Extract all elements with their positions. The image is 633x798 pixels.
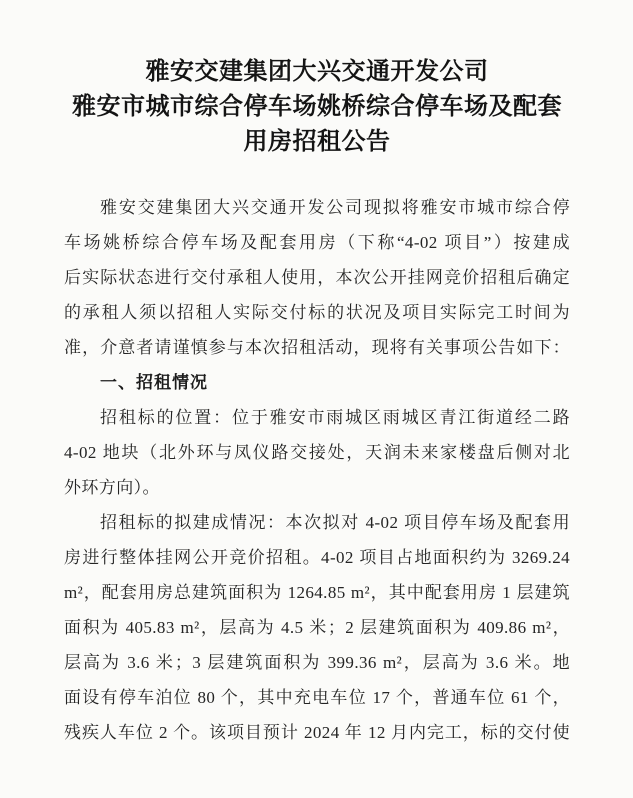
document-body <box>64 190 570 750</box>
body-line: 房进行整体挂网公开竞价招租。4-02 项目占地面积约为 3269.24 <box>64 548 570 567</box>
body-line: 后实际状态进行交付承租人使用，本次公开挂网竞价招租后确定 <box>64 268 570 287</box>
body-line: 的承租人须以招租人实际交付标的状况及项目实际完工时间为 <box>64 303 570 322</box>
title-line-2: 雅安市城市综合停车场姚桥综合停车场及配套 <box>72 94 562 120</box>
body-line: 面积为 405.83 m²，层高为 4.5 米；2 层建筑面积为 409.86 m²， <box>64 618 570 637</box>
document-title <box>64 55 570 160</box>
body-line: 层高为 3.6 米；3 层建筑面积为 399.36 m²，层高为 3.6 米。地 <box>64 653 570 672</box>
body-line: 招租标的拟建成情况：本次拟对 4-02 项目停车场及配套用 <box>100 513 570 532</box>
title-line-3: 用房招租公告 <box>243 129 391 155</box>
body-line: 残疾人车位 2 个。该项目预计 2024 年 12 月内完工，标的交付使 <box>64 723 570 742</box>
body-line: 招租标的位置：位于雅安市雨城区雨城区青江街道经二路 <box>100 408 570 427</box>
body-line: 车场姚桥综合停车场及配套用房（下称“4-02 项目”）按建成 <box>64 233 570 252</box>
body-line: 雅安交建集团大兴交通开发公司现拟将雅安市城市综合停 <box>100 198 570 217</box>
body-line: 外环方向）。 <box>64 478 160 497</box>
body-line: m²，配套用房总建筑面积为 1264.85 m²，其中配套用房 1 层建筑 <box>64 583 570 602</box>
body-line: 4-02 地块（北外环与凤仪路交接处，天润未来家楼盘后侧对北 <box>64 443 570 462</box>
title-line-1: 雅安交建集团大兴交通开发公司 <box>145 59 489 85</box>
section-heading: 一、招租情况 <box>100 373 208 392</box>
body-line: 准，介意者请谨慎参与本次招租活动，现将有关事项公告如下： <box>64 338 570 357</box>
body-line: 面设有停车泊位 80 个，其中充电车位 17 个，普通车位 61 个， <box>64 688 570 707</box>
